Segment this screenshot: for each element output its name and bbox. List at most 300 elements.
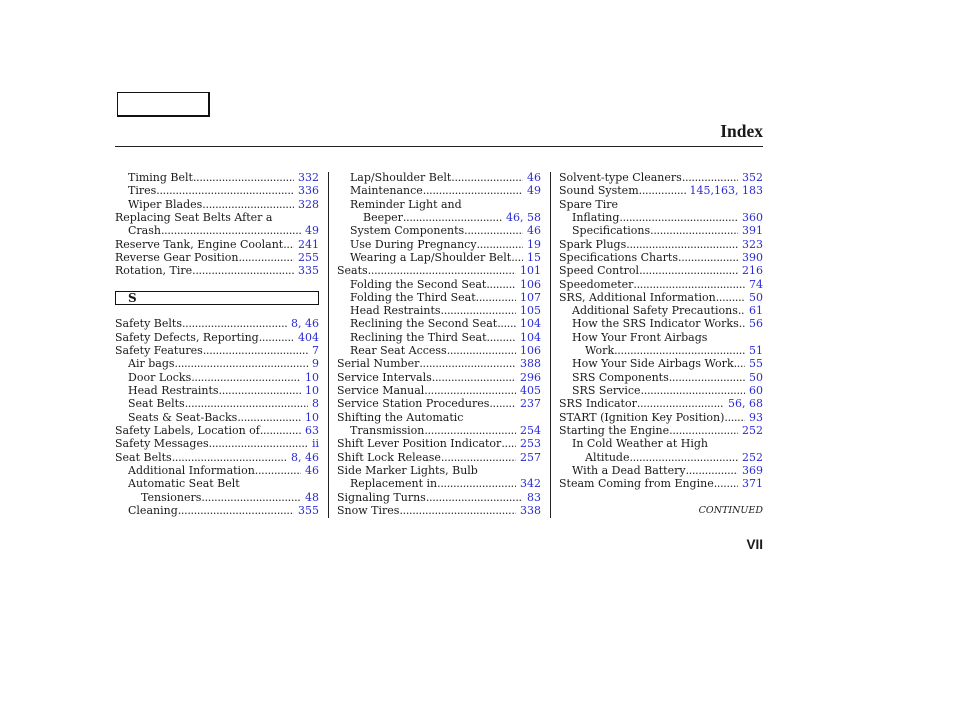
entry-label-continued: Transmission [350,423,425,437]
index-subentry [559,371,763,384]
dot-leader [424,424,516,437]
entry-line [337,184,541,197]
index-entry [115,238,319,251]
page-reference[interactable]: 55 [749,357,763,371]
page-reference[interactable]: 46, 58 [506,210,541,224]
dot-leader [738,304,745,317]
dot-leader [441,451,516,464]
index-subentry [559,464,763,477]
entry-line [337,424,541,437]
index-entry [559,238,763,251]
dot-leader [669,371,745,384]
page-reference[interactable]: 257 [520,450,541,464]
index-entry [337,411,541,438]
entry-label: How the SRS Indicator Works [572,317,739,331]
entry-line [559,344,763,357]
index-subentry [559,331,763,358]
page-reference[interactable]: 107 [520,290,541,304]
entry-line [559,331,763,344]
entry-label: How Your Front Airbags [572,330,708,344]
page-reference[interactable]: 371 [742,477,763,491]
entry-line [115,384,319,397]
dot-leader [424,384,516,397]
page-reference[interactable]: 93 [749,410,763,424]
index-entry [559,264,763,277]
index-entry [559,198,763,211]
page-reference[interactable]: 101 [520,264,541,278]
entry-line [115,464,319,477]
page-reference[interactable]: 46 [527,171,541,184]
entry-line [337,331,541,344]
entry-line [115,451,319,464]
index-entry [559,291,763,304]
index-entry [337,464,541,491]
index-subentry [115,198,319,211]
entry-label: Seat Belts [128,397,185,411]
entry-label: Head Restraints [128,384,219,398]
dot-leader [175,357,308,370]
entry-line [337,504,541,517]
dot-leader [451,171,523,184]
entry-label-continued: Work [585,344,615,358]
index-subentry [115,477,319,504]
page-reference[interactable]: 50 [749,290,763,304]
dot-leader [441,304,516,317]
page-reference[interactable]: 388 [520,357,541,371]
entry-label: Additional Safety Precautions [572,304,738,318]
dot-leader [686,464,738,477]
entry-line [559,238,763,251]
entry-line [559,371,763,384]
entry-line [559,291,763,304]
page-reference[interactable]: 255 [298,250,319,264]
index-entry [115,344,319,357]
entry-line [559,424,763,437]
entry-line [559,251,763,264]
dot-leader [511,251,523,264]
dot-leader [639,264,738,277]
entry-label: Rotation, Tire [115,264,193,278]
entry-label: Automatic Seat Belt [128,477,240,491]
index-subentry [115,504,319,517]
entry-line [559,451,763,464]
page-reference[interactable]: 342 [520,477,541,491]
index-subentry [337,304,541,317]
dot-leader [489,397,516,410]
index-entry [337,437,541,450]
page-reference[interactable]: 338 [520,503,541,517]
dot-leader [156,184,294,197]
index-entry [559,424,763,437]
entry-label-continued: Crash [128,224,161,238]
entry-label: With a Dead Battery [572,463,686,477]
page-reference[interactable]: 369 [742,463,763,477]
page-reference[interactable]: 106 [520,344,541,358]
dot-leader [497,317,516,330]
entry-line [337,304,541,317]
dot-leader [619,211,738,224]
dot-leader [650,224,738,237]
entry-line [115,224,319,237]
page-reference[interactable]: 241 [298,237,319,251]
page-reference[interactable]: 19 [527,237,541,251]
page-reference[interactable]: 8, 46 [291,317,319,331]
header-tab-box [117,92,210,117]
entry-line [559,304,763,317]
entry-label: Safety Belts [115,317,182,331]
page-reference[interactable]: 104 [520,330,541,344]
page-reference[interactable]: 9 [312,357,319,371]
entry-label: System Components [350,224,465,238]
entry-label-continued: Tensioners [141,490,202,504]
index-subentry [337,251,541,264]
dot-leader [637,397,724,410]
index-subentry [559,304,763,317]
entry-line [337,451,541,464]
entry-label: Service Manual [337,384,425,397]
index-entry [559,411,763,424]
entry-label: Timing Belt [128,171,193,184]
index-entry [337,264,541,277]
page-reference[interactable]: 355 [298,503,319,517]
dot-leader [639,184,686,197]
page-reference[interactable]: 10 [305,410,319,424]
page-reference[interactable]: 360 [742,210,763,224]
page-reference[interactable]: 145,163, 183 [689,184,763,198]
entry-label: How Your Side Airbags Work [572,357,734,371]
column-divider [550,172,551,518]
entry-line [337,384,541,397]
page-reference[interactable]: 332 [298,171,319,184]
page-reference[interactable]: 15 [527,250,541,264]
entry-line [559,397,763,410]
page-reference[interactable]: 404 [298,330,319,344]
entry-label: Replacing Seat Belts After a [115,210,273,224]
dot-leader [487,331,517,344]
entry-label: Seats & Seat-Backs [128,410,238,424]
entry-label: Safety Features [115,344,203,358]
entry-line [115,251,319,264]
entry-line [559,357,763,370]
entry-label: Service Intervals [337,370,432,384]
page-reference[interactable]: 60 [749,384,763,397]
entry-line [115,397,319,410]
index-subentry [337,331,541,344]
entry-line [115,184,319,197]
entry-label: Additional Information [128,463,255,477]
page-reference[interactable]: 252 [742,450,763,464]
index-entry [115,317,319,330]
dot-leader [193,171,294,184]
page-reference[interactable]: 252 [742,423,763,437]
dot-leader [477,238,523,251]
page-reference[interactable]: 254 [520,423,541,437]
section-header [115,278,319,318]
page-reference[interactable]: 352 [742,171,763,184]
entry-line [115,317,319,330]
page-reference[interactable]: 7 [312,344,319,358]
dot-leader [614,344,745,357]
index-column-1 [115,171,319,517]
entry-line [115,264,319,277]
dot-leader [641,384,745,397]
entry-label: Steam Coming from Engine [559,477,714,491]
page-reference[interactable]: 390 [742,250,763,264]
entry-line [337,437,541,450]
dot-leader [716,291,745,304]
dot-leader [182,317,287,330]
entry-label: Snow Tires [337,503,400,517]
dot-leader [403,211,502,224]
entry-line [115,477,319,490]
dot-leader [237,411,301,424]
page-reference[interactable]: 8, 46 [291,450,319,464]
entry-label: Cleaning [128,503,178,517]
entry-line [559,384,763,397]
page-reference[interactable]: ii [311,437,319,451]
entry-label: Wiper Blades [128,197,203,211]
entry-line [337,411,541,424]
dot-leader [161,224,301,237]
index-entry [337,384,541,397]
entry-label: Starting the Engine [559,423,670,437]
entry-label-continued: Beeper [363,210,403,224]
page-reference[interactable]: 56 [749,317,763,331]
dot-leader [476,291,516,304]
entry-label: Sound System [559,184,639,198]
dot-leader [201,491,301,504]
dot-leader [238,251,294,264]
entry-line [337,171,541,184]
index-subentry [337,171,541,184]
page-reference[interactable]: 237 [520,397,541,411]
entry-line [115,371,319,384]
dot-leader [724,411,745,424]
entry-label: Folding the Second Seat [350,277,487,291]
entry-line [337,477,541,490]
entry-label: Solvent-type Cleaners [559,171,682,184]
page-title: Index [720,121,763,141]
entry-line [559,437,763,450]
index-column-2 [337,171,541,517]
dot-leader [192,264,294,277]
page-reference[interactable]: 83 [527,490,541,504]
entry-label: START (Ignition Key Position) [559,410,725,424]
continued-note: CONTINUED [698,505,763,516]
page-reference[interactable]: 216 [742,264,763,278]
index-subentry [337,224,541,237]
entry-line [337,344,541,357]
dot-leader [633,278,745,291]
index-subentry [337,278,541,291]
dot-leader [203,344,308,357]
page-reference[interactable]: 296 [520,370,541,384]
index-entry [115,451,319,464]
dot-leader [191,371,301,384]
dot-leader [260,424,301,437]
entry-line [115,331,319,344]
entry-label: Speedometer [559,277,634,291]
page-reference[interactable]: 10 [305,370,319,384]
dot-leader [368,264,516,277]
entry-line [559,211,763,224]
page-reference[interactable]: 49 [305,224,319,238]
entry-label: Air bags [128,357,175,371]
page-reference[interactable]: 10 [305,384,319,398]
page-reference[interactable]: 391 [742,224,763,238]
entry-label: Shifting the Automatic [337,410,464,424]
index-entry [337,371,541,384]
entry-label: Shift Lever Position Indicator [337,437,502,451]
entry-line [115,437,319,450]
dot-leader [714,477,738,490]
dot-leader [202,198,294,211]
dot-leader [419,357,516,370]
index-entry [115,264,319,277]
index-subentry [115,171,319,184]
entry-label-continued: Altitude [585,450,630,464]
dot-leader [185,397,308,410]
page-reference[interactable]: 46 [527,224,541,238]
index-entry [337,491,541,504]
page-reference[interactable]: 405 [520,384,541,397]
index-entry [559,171,763,184]
entry-label: Safety Labels, Location of [115,423,260,437]
page-reference[interactable]: 63 [305,423,319,437]
index-entry [337,504,541,517]
page-reference[interactable]: 56, 68 [728,397,763,411]
index-subentry [337,238,541,251]
entry-line [115,411,319,424]
index-subentry [337,291,541,304]
entry-line [337,291,541,304]
dot-leader [283,238,294,251]
index-entry [115,331,319,344]
dot-leader [423,184,523,197]
entry-line [115,357,319,370]
section-letter: S [128,290,137,305]
entry-label: Wearing a Lap/Shoulder Belt [350,250,512,264]
entry-label: Serial Number [337,357,420,371]
entry-line [115,504,319,517]
page-reference[interactable]: 105 [520,304,541,318]
index-subentry [337,344,541,357]
page-reference[interactable]: 336 [298,184,319,198]
entry-line [337,491,541,504]
index-subentry [115,397,319,410]
entry-line [559,411,763,424]
index-subentry [559,437,763,464]
entry-label: Safety Messages [115,437,209,451]
entry-label: Maintenance [350,184,423,198]
index-entry [337,357,541,370]
section-header-box [115,291,319,305]
entry-line [115,491,319,504]
entry-label: Shift Lock Release [337,450,441,464]
entry-line [559,464,763,477]
index-entry [559,477,763,490]
entry-line [337,211,541,224]
entry-line [559,224,763,237]
page-reference[interactable]: 50 [749,370,763,384]
index-subentry [115,357,319,370]
dot-leader [629,451,738,464]
entry-label: SRS Indicator [559,397,637,411]
dot-leader [426,491,523,504]
page-reference[interactable]: 61 [749,304,763,318]
dot-leader [178,504,294,517]
entry-line [559,171,763,184]
entry-label: Side Marker Lights, Bulb [337,463,478,477]
entry-label: Specifications Charts [559,250,678,264]
dot-leader [219,384,301,397]
page-reference[interactable]: 253 [520,437,541,451]
index-entry [115,424,319,437]
entry-line [559,477,763,490]
entry-line [337,264,541,277]
entry-label: SRS Service [572,384,641,397]
entry-line [337,357,541,370]
page-reference[interactable]: 49 [527,184,541,198]
entry-label: Safety Defects, Reporting [115,330,259,344]
page-reference[interactable]: 328 [298,197,319,211]
entry-line [337,224,541,237]
entry-label: Use During Pregnancy [350,237,477,251]
entry-label: Door Locks [128,370,192,384]
entry-label: SRS Components [572,370,669,384]
page-reference[interactable]: 104 [520,317,541,331]
dot-leader [669,424,738,437]
page-reference[interactable]: 323 [742,237,763,251]
entry-label: Tires [128,184,157,198]
index-subentry [337,317,541,330]
entry-label: Seat Belts [115,450,172,464]
page-reference[interactable]: 335 [298,264,319,278]
dot-leader [437,477,516,490]
index-subentry [559,211,763,224]
dot-leader [259,331,294,344]
entry-line [559,278,763,291]
entry-line [115,344,319,357]
entry-label: Speed Control [559,264,640,278]
header-rule [115,146,763,147]
page-reference[interactable]: 106 [520,277,541,291]
index-entry [559,278,763,291]
page-reference[interactable]: 48 [305,490,319,504]
dot-leader [464,224,523,237]
index-entry [115,251,319,264]
index-subentry [115,464,319,477]
page-reference[interactable]: 8 [312,397,319,411]
page-reference[interactable]: 46 [305,463,319,477]
dot-leader [678,251,738,264]
index-entry [559,184,763,197]
entry-line [115,238,319,251]
index-subentry [559,384,763,397]
entry-line [337,251,541,264]
entry-label: Signaling Turns [337,490,426,504]
index-entry [559,251,763,264]
entry-line [115,211,319,224]
index-column-3 [559,171,763,491]
entry-line [115,424,319,437]
page-reference[interactable]: 74 [749,277,763,291]
entry-label: Lap/Shoulder Belt [350,171,452,184]
dot-leader [734,357,745,370]
index-subentry [337,198,541,225]
entry-line [337,397,541,410]
page-reference[interactable]: 51 [749,344,763,358]
